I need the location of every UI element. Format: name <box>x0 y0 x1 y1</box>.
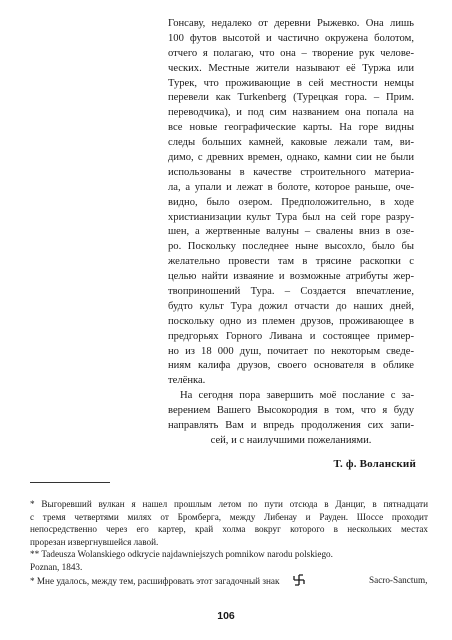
closing-line: сей, и с наилучшими пожеланиями. <box>210 434 372 446</box>
text-line: 100 футов высотой и частично окружена болотом, <box>168 32 414 44</box>
text-line: поскольку одно из племен друзов, проживающее в <box>168 315 414 327</box>
footnote-tail: Sacro-Sanctum, <box>369 574 428 585</box>
text-line: Гонсаву, недалеко от деревни Рыжевко. Она лишь <box>168 18 414 29</box>
text-line: Турек, что проживающие в сей местности немцы <box>168 77 414 89</box>
text-line: целью найти изваяние и возможные атрибуты жер- <box>168 271 414 283</box>
text-line: перевели как Turkenberg (Турецкая гора. – Прим. <box>168 92 414 104</box>
page-number: 106 <box>217 610 235 622</box>
text-line: шен, а жертвенные валуны – свалены вниз в озе- <box>168 226 414 238</box>
text-line: ро. Поскольку последнее ныне высохло, было бы <box>168 241 414 253</box>
footnote-line: Poznan, 1843. <box>30 561 83 572</box>
text-line: ческих. Местные жители называют её Туржа или <box>168 62 414 74</box>
text-line: димо, с древних времен, однако, камни сии не были <box>168 152 414 164</box>
text-line: христианизации культ Тура был на сей горе разру- <box>168 211 414 223</box>
text-line: желательно провести там в трясине раскопки с <box>168 256 414 268</box>
main-text <box>168 17 414 449</box>
footnotes <box>30 498 428 586</box>
footnote-text: * Мне удалось, между тем, расшифровать этот загадочный знак <box>30 575 280 586</box>
footnote-line: с тремя четвертями милях от Бромберга, между Либенау и Рауден. Шоссе проходит <box>30 511 428 522</box>
text-line: но из 18 000 душ, почитает по некоторым сведе- <box>168 345 414 357</box>
text-line: видно, было озером. Предположительно, в ходе <box>168 196 414 208</box>
footnote-line: * Выгоревший вулкан я нашел прошлым летом по пути отсюда в Данциг, в пятнадцати <box>30 499 428 509</box>
text-line: ла, а упали и лежат в болоте, которое раньше, оче- <box>168 181 414 193</box>
footnote-divider <box>30 482 110 483</box>
footnote-line: прорезан извергнувшейся лавой. <box>30 536 159 547</box>
footnote-line: непосредственно через его картер, край холма вокруг которого в нескольких местах <box>30 524 428 535</box>
text-line: твоприношений Тура. – Создается впечатление, <box>168 286 414 298</box>
signature: Т. ф. Воланский <box>333 458 416 470</box>
text-line: все новые географические карты. На горе видны <box>168 122 414 134</box>
closing-line: верением Вашего Высокородия в том, что я буду <box>168 405 414 417</box>
text-line: переводчика), и под сим названием она попала на <box>168 107 414 119</box>
text-line: следы больших камней, каковые лежали там, ви- <box>168 137 414 149</box>
text-line: будто культ Тура дожил отчасти до наших дней, <box>168 300 414 312</box>
closing-line: На сегодня пора завершить моё послание с за- <box>180 390 414 402</box>
text-line: ниям калифа друзов, своего основателя в облике <box>168 360 414 372</box>
text-line: отчего я полагаю, что она – творение рук челове- <box>168 47 414 59</box>
footnote-line: ** Tadeusza Wolanskiego odkrycie najdawniejszych pomnikow narodu polskiego. <box>30 549 333 560</box>
footnote-line-last <box>30 574 428 587</box>
swastika-like-symbol-icon <box>292 574 306 586</box>
text-line: использованы в качестве строительного материа- <box>168 166 414 178</box>
text-line: предгорьях Горного Ливана и состоящее пример- <box>168 330 414 342</box>
text-line: телёнка. <box>168 375 206 387</box>
closing-line: направлять Вам и впредь продолжения сих запи- <box>168 420 414 432</box>
